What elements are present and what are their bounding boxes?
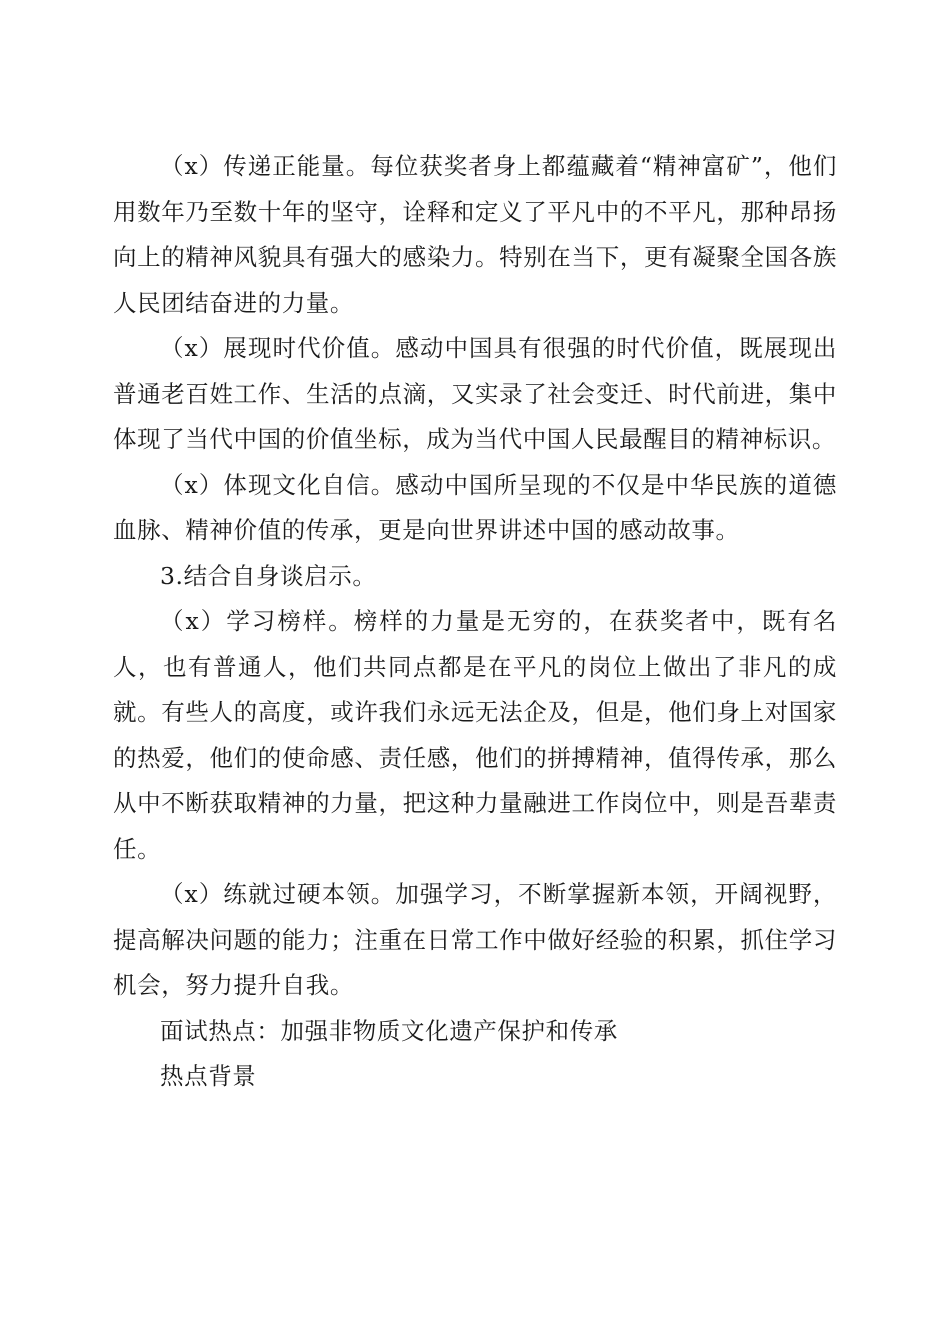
paragraph-positive-energy: （x）传递正能量。每位获奖者身上都蕴藏着“精神富矿”，他们用数年乃至数十年的坚守，诠释和定义了平凡中的不平凡，那种昂扬向上的精神风貌具有强大的感染力。特别在当下，更有凝聚全国各族人民团结奋进的力量。 — [113, 152, 837, 317]
paragraph-learn-from-models: （x）学习榜样。榜样的力量是无穷的，在获奖者中，既有名人，也有普通人，他们共同点都是在平凡的岗位上做出了非凡的成就。有些人的高度，或许我们永远无法企及，但是，他们身上对国家的热爱，他们的使命感、责任感，他们的拼搏精神，值得传承，那么从中不断获取精神的力量，把这种力量融进工作岗位中，则是吾辈责任。 — [113, 607, 837, 863]
paragraph-cultural-confidence: （x）体现文化自信。感动中国所呈现的不仅是中华民族的道德血脉、精神价值的传承，更是向世界讲述中国的感动故事。 — [113, 470, 837, 544]
interview-hotspot-title: 面试热点：加强非物质文化遗产保护和传承 — [160, 1016, 618, 1045]
paragraph-build-skills: （x）练就过硬本领。加强学习，不断掌握新本领，开阔视野，提高解决问题的能力；注重在日常工作中做好经验的积累，抓住学习机会，努力提升自我。 — [113, 880, 837, 999]
document-body — [113, 144, 837, 1100]
hotspot-background-heading: 热点背景 — [160, 1062, 257, 1090]
paragraph-era-value: （x）展现时代价值。感动中国具有很强的时代价值，既展现出普通老百姓工作、生活的点滴，又实录了社会变迁、时代前进，集中体现了当代中国的价值坐标，成为当代中国人民最醒目的精神标识。 — [113, 334, 837, 453]
section-heading-inspiration: 3.结合自身谈启示。 — [160, 561, 377, 590]
